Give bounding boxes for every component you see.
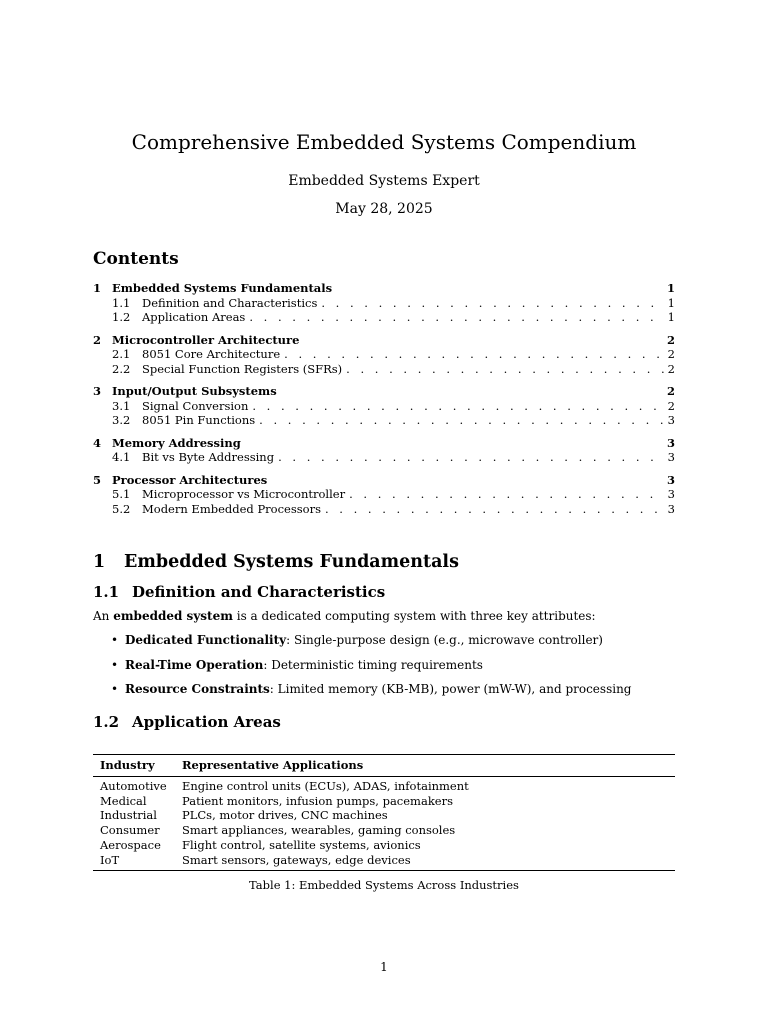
toc-entry-number: 4.1 xyxy=(112,450,131,464)
toc-section xyxy=(93,333,675,377)
section-title: Embedded Systems Fundamentals xyxy=(124,552,459,572)
industry-table-wrapper xyxy=(93,754,675,871)
toc-entry-label: Embedded Systems Fundamentals xyxy=(112,281,333,295)
toc-entry-number: 3.2 xyxy=(112,413,131,427)
table-header-applications: Representative Applications xyxy=(175,755,675,777)
toc-leader-dots xyxy=(342,362,665,377)
toc-entry-page: 2 xyxy=(666,332,675,347)
toc-section-entry[interactable] xyxy=(93,384,675,399)
toc-entry-page: 2 xyxy=(667,347,675,361)
table-cell-applications: Flight control, satellite systems, avionics xyxy=(182,837,421,852)
document-date: May 28, 2025 xyxy=(335,201,433,217)
toc-entry-page: 2 xyxy=(667,361,675,376)
subsection-heading xyxy=(93,713,281,731)
list-item-text: : Limited memory (KB-MB), power (mW-W), and processing xyxy=(269,682,632,696)
toc-entry-number: 5.1 xyxy=(112,487,131,501)
toc-leader-dots xyxy=(255,413,665,428)
toc-entry-page: 1 xyxy=(666,281,675,295)
toc-entry-label: 8051 Pin Functions xyxy=(142,413,256,427)
bullet-icon: • xyxy=(111,682,119,696)
bullet-icon: • xyxy=(111,657,119,672)
page-number: 1 xyxy=(380,960,388,974)
subsection-heading xyxy=(93,583,385,601)
toc-leader-dots xyxy=(280,347,665,362)
toc-entry-label: Memory Addressing xyxy=(112,435,241,450)
bullet-icon: • xyxy=(111,633,119,647)
toc-subsection-entry[interactable] xyxy=(93,450,675,465)
toc-section xyxy=(93,436,675,465)
toc-entry-page: 1 xyxy=(667,295,675,310)
subsection-number: 1.2 xyxy=(93,713,120,731)
toc-entry-page: 3 xyxy=(666,472,675,487)
intro-text-start: An xyxy=(93,609,114,623)
table-cell-applications: PLCs, motor drives, CNC machines xyxy=(182,808,388,823)
toc-subsection-entry[interactable] xyxy=(93,413,675,428)
list-item-term: Dedicated Functionality xyxy=(125,633,287,647)
toc-leader-dots xyxy=(274,450,665,465)
toc-leader-dots xyxy=(245,310,665,325)
table-row xyxy=(93,853,675,871)
document-author: Embedded Systems Expert xyxy=(288,173,480,189)
toc-leader-dots xyxy=(248,399,665,414)
toc-leader-dots xyxy=(345,487,665,502)
toc-entry-number: 1.1 xyxy=(112,295,131,310)
toc-entry-number: 2 xyxy=(93,332,102,347)
toc-entry-label: Definition and Characteristics xyxy=(142,295,318,310)
toc-entry-label: Modern Embedded Processors xyxy=(142,501,321,516)
table-body xyxy=(93,777,675,871)
table-row xyxy=(93,808,675,823)
toc-entry-label: Application Areas xyxy=(142,310,246,324)
intro-term: embedded system xyxy=(113,609,233,623)
toc-entry-number: 5.2 xyxy=(112,501,131,516)
table-cell-applications: Engine control units (ECUs), ADAS, infotainment xyxy=(182,779,469,793)
list-item-text: : Deterministic timing requirements xyxy=(263,657,483,672)
table-cell-industry: Aerospace xyxy=(100,837,161,852)
table-cell-applications: Smart appliances, wearables, gaming consoles xyxy=(182,823,456,838)
list-item xyxy=(111,658,631,683)
section-heading xyxy=(93,552,459,572)
toc-section-entry[interactable] xyxy=(93,333,675,348)
section-number: 1 xyxy=(93,552,106,572)
table-cell-applications: Patient monitors, infusion pumps, pacemakers xyxy=(182,793,453,808)
toc-leader-dots xyxy=(317,296,665,311)
toc-subsection-entry[interactable] xyxy=(93,347,675,362)
toc-entry-page: 3 xyxy=(666,435,675,450)
list-item-term: Resource Constraints xyxy=(125,682,270,696)
toc-subsection-entry[interactable] xyxy=(93,362,675,377)
subsection-title: Definition and Characteristics xyxy=(132,583,386,601)
toc-entry-page: 2 xyxy=(667,398,675,413)
contents-heading: Contents xyxy=(93,249,179,269)
toc-entry-label: 8051 Core Architecture xyxy=(142,347,281,361)
table-header-industry: Industry xyxy=(93,755,175,777)
subsection-number: 1.1 xyxy=(93,583,120,601)
industry-table xyxy=(93,754,675,871)
table-header-row xyxy=(93,755,675,777)
table-caption: Table 1: Embedded Systems Across Industries xyxy=(249,878,519,892)
attribute-list xyxy=(111,633,631,707)
table-cell-industry: Automotive xyxy=(100,779,167,793)
toc-entry-number: 1 xyxy=(93,281,102,295)
toc-entry-label: Bit vs Byte Addressing xyxy=(142,450,275,464)
toc-entry-number: 4 xyxy=(93,435,102,450)
list-item-text: : Single-purpose design (e.g., microwave controller) xyxy=(286,633,603,647)
toc-entry-number: 1.2 xyxy=(112,310,131,324)
toc-entry-number: 2.2 xyxy=(112,361,131,376)
table-cell-industry: IoT xyxy=(93,853,175,871)
intro-text-end: is a dedicated computing system with three key attributes: xyxy=(232,609,596,623)
intro-paragraph xyxy=(93,609,596,623)
toc-subsection-entry[interactable] xyxy=(93,487,675,502)
toc-section-entry[interactable] xyxy=(93,436,675,451)
toc-entry-label: Microcontroller Architecture xyxy=(112,332,300,347)
subsection-title: Application Areas xyxy=(132,713,281,731)
document-title: Comprehensive Embedded Systems Compendium xyxy=(131,130,637,154)
toc-leader-dots xyxy=(321,502,665,517)
toc-subsection-entry[interactable] xyxy=(93,502,675,517)
toc-subsection-entry[interactable] xyxy=(93,399,675,414)
toc-entry-page: 3 xyxy=(667,487,675,501)
toc-subsection-entry[interactable] xyxy=(93,310,675,325)
table-row xyxy=(93,794,675,809)
table-cell-industry: Consumer xyxy=(100,823,160,838)
toc-entry-label: Input/Output Subsystems xyxy=(112,384,277,398)
toc-section xyxy=(93,281,675,325)
table-cell-industry: Medical xyxy=(100,793,147,808)
toc-entry-page: 1 xyxy=(667,310,675,324)
table-cell-applications: Smart sensors, gateways, edge devices xyxy=(175,853,675,871)
table-row xyxy=(93,823,675,838)
list-item-term: Real-Time Operation xyxy=(125,657,264,672)
table-of-contents xyxy=(93,281,675,524)
table-cell-industry: Industrial xyxy=(100,808,157,823)
toc-entry-page: 3 xyxy=(667,501,675,516)
toc-entry-label: Processor Architectures xyxy=(112,472,268,487)
list-item xyxy=(111,682,631,707)
toc-entry-number: 3.1 xyxy=(112,398,131,413)
toc-entry-page: 2 xyxy=(666,384,675,398)
list-item xyxy=(111,633,631,658)
toc-entry-number: 2.1 xyxy=(112,347,131,361)
toc-section-entry[interactable] xyxy=(93,281,675,296)
toc-entry-label: Microprocessor vs Microcontroller xyxy=(142,487,346,501)
table-row xyxy=(93,838,675,853)
toc-section xyxy=(93,384,675,428)
toc-subsection-entry[interactable] xyxy=(93,296,675,311)
table-row xyxy=(93,777,675,794)
toc-section-entry[interactable] xyxy=(93,473,675,488)
toc-entry-page: 3 xyxy=(667,450,675,464)
toc-entry-label: Signal Conversion xyxy=(142,398,249,413)
toc-section xyxy=(93,473,675,517)
toc-entry-label: Special Function Registers (SFRs) xyxy=(142,361,343,376)
toc-entry-number: 5 xyxy=(93,472,102,487)
toc-entry-page: 3 xyxy=(667,413,675,427)
toc-entry-number: 3 xyxy=(93,384,102,398)
